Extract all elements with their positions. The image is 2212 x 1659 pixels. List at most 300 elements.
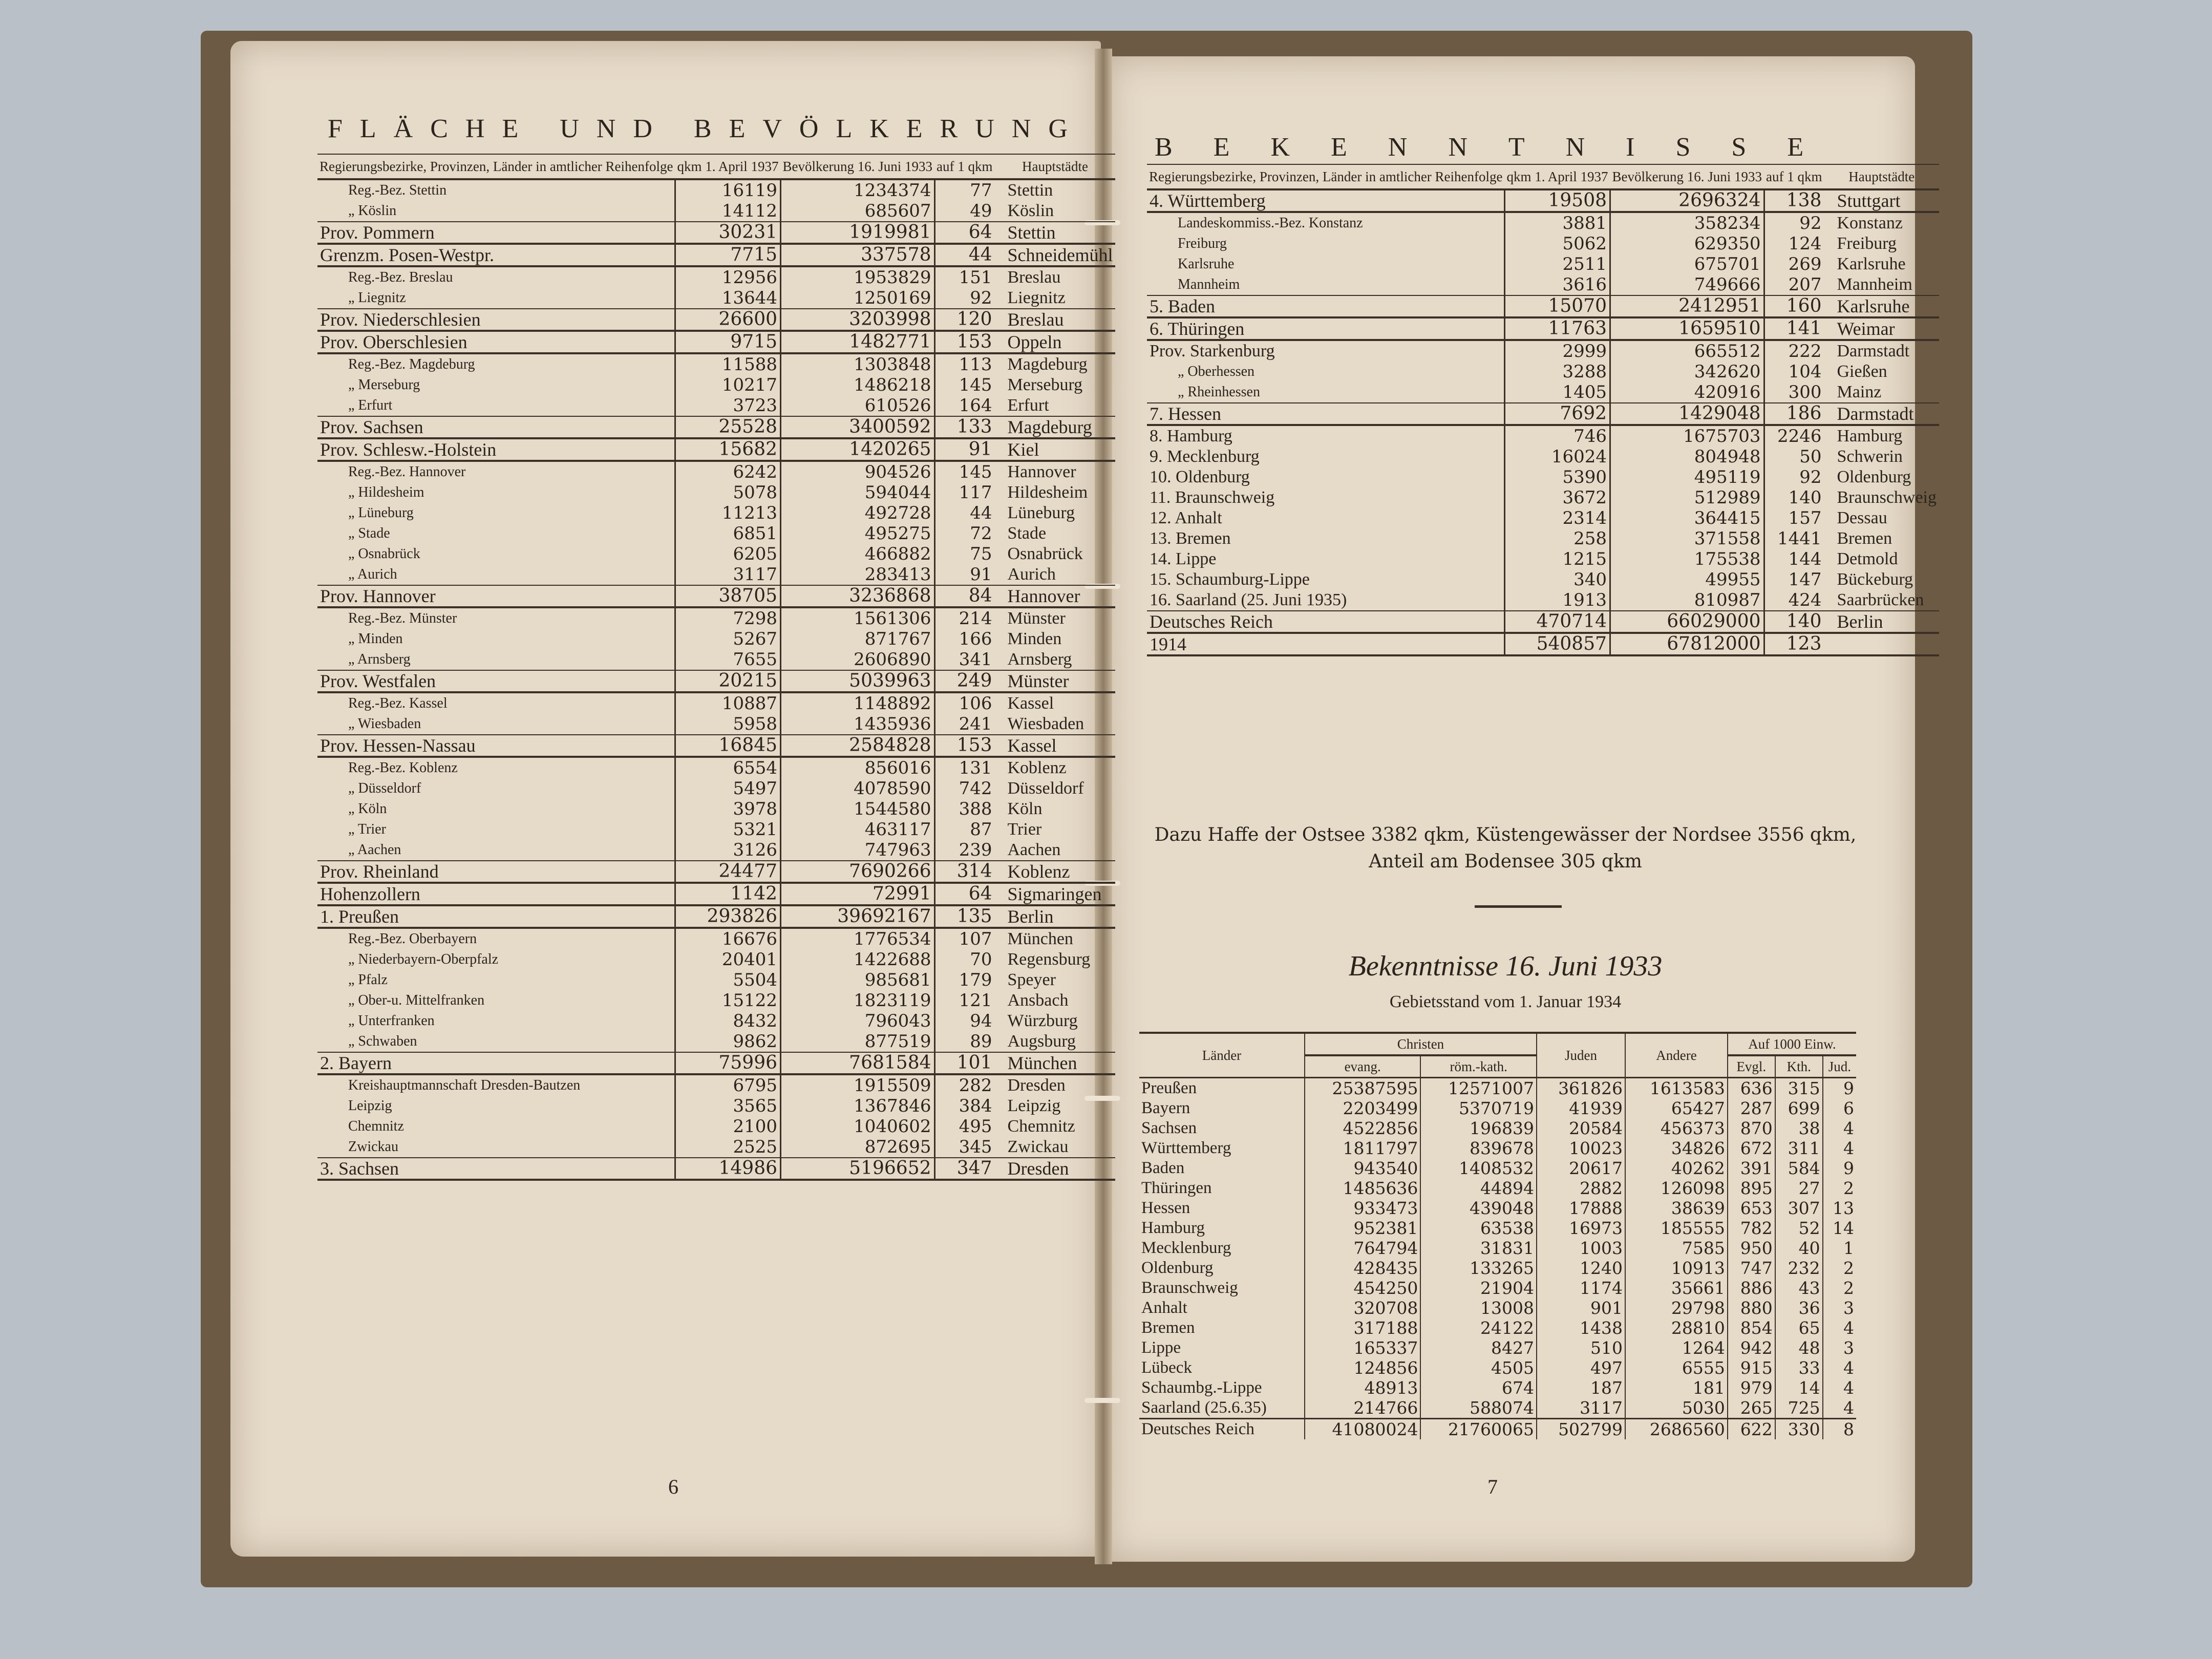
cell-population: 371558 xyxy=(1610,528,1764,549)
cell-name: Reg.-Bez. Hannover xyxy=(317,461,675,482)
cell-capital: Augsburg xyxy=(1007,1032,1076,1051)
cell-density: 113 xyxy=(934,353,994,375)
cell-qkm: 16119 xyxy=(675,179,781,201)
cell-evang: 214766 xyxy=(1305,1398,1421,1419)
cell-evang: 48913 xyxy=(1305,1378,1421,1398)
cell-density: 241 xyxy=(934,714,994,735)
cell-capital: Stettin xyxy=(995,222,1116,244)
cell-name: „ Unterfranken xyxy=(317,1011,675,1031)
cell-density: 87 xyxy=(934,819,994,840)
cell-evgl: 782 xyxy=(1728,1218,1775,1238)
cell-name: 1914 xyxy=(1147,633,1505,655)
cell-capital: Magdeburg xyxy=(995,416,1116,438)
table-row xyxy=(1147,590,1939,611)
cell-juden: 16973 xyxy=(1537,1218,1625,1238)
table-row xyxy=(317,905,1115,928)
cell-name: Deutsches Reich xyxy=(1147,611,1505,633)
cell-qkm: 16024 xyxy=(1505,446,1610,467)
cell-qkm: 3565 xyxy=(675,1096,781,1116)
cell-capital: Karlsruhe xyxy=(1837,254,1906,273)
cell-capital xyxy=(1824,633,1940,655)
cell-roem: 133265 xyxy=(1420,1258,1537,1278)
cell-qkm: 3288 xyxy=(1505,361,1610,382)
cell-andere: 40262 xyxy=(1625,1158,1728,1178)
col-header-capital: Hauptstädte xyxy=(995,154,1116,179)
cell-population: 877519 xyxy=(781,1031,934,1052)
cell-jud: 1 xyxy=(1823,1238,1856,1258)
col-header-density: auf 1 qkm xyxy=(1764,164,1824,189)
cell-capital: Regensburg xyxy=(1007,950,1091,969)
cell-population: 747963 xyxy=(781,840,934,861)
cell-jud: 6 xyxy=(1823,1098,1856,1118)
col-header-christen: Christen xyxy=(1305,1033,1537,1055)
cell-density: 141 xyxy=(1764,317,1824,340)
cell-roem: 439048 xyxy=(1420,1198,1537,1218)
cell-qkm: 1215 xyxy=(1505,549,1610,569)
cell-name: Prov. Pommern xyxy=(317,222,675,244)
cell-land: Anhalt xyxy=(1141,1299,1187,1317)
cell-capital: Breslau xyxy=(995,309,1116,331)
cell-name: „ Merseburg xyxy=(317,375,675,395)
cell-qkm: 3126 xyxy=(675,840,781,861)
table-row xyxy=(317,883,1115,905)
cell-capital: Berlin xyxy=(1824,611,1940,633)
cell-name: „ Oberhessen xyxy=(1147,361,1505,382)
cell-qkm: 2525 xyxy=(675,1137,781,1158)
cell-kth: 311 xyxy=(1775,1138,1823,1158)
table-row xyxy=(317,757,1115,778)
cell-name: „ Hildesheim xyxy=(317,482,675,503)
cell-density: 107 xyxy=(934,928,994,949)
cell-population: 1823119 xyxy=(781,990,934,1011)
cell-name: Prov. Oberschlesien xyxy=(317,331,675,353)
table-row xyxy=(1147,189,1939,212)
table-row xyxy=(317,692,1115,714)
cell-qkm: 7298 xyxy=(675,607,781,629)
col-header-kth: Kth. xyxy=(1775,1055,1823,1078)
cell-density: 77 xyxy=(934,179,994,201)
cell-population: 1303848 xyxy=(781,353,934,375)
table-row xyxy=(1147,295,1939,317)
col-header-qkm: qkm 1. April 1937 xyxy=(675,154,781,179)
cell-population: 1040602 xyxy=(781,1116,934,1137)
cell-juden: 20617 xyxy=(1537,1158,1625,1178)
table-row xyxy=(317,266,1115,288)
cell-qkm: 5390 xyxy=(1505,467,1610,487)
cell-name: 5. Baden xyxy=(1147,295,1505,317)
cell-qkm: 1142 xyxy=(675,883,781,905)
cell-capital: Konstanz xyxy=(1837,214,1903,232)
cell-name: „ Osnabrück xyxy=(317,544,675,564)
cell-qkm: 25528 xyxy=(675,416,781,438)
cell-name: Reg.-Bez. Kassel xyxy=(317,692,675,714)
cell-capital: Chemnitz xyxy=(1007,1117,1075,1136)
cell-population: 810987 xyxy=(1610,590,1764,611)
cell-andere: 2686560 xyxy=(1625,1419,1728,1440)
cell-population: 2412951 xyxy=(1610,295,1764,317)
cell-name: „ Aurich xyxy=(317,564,675,585)
cell-capital: Dresden xyxy=(1007,1076,1066,1095)
cell-evgl: 886 xyxy=(1728,1278,1775,1298)
cell-qkm: 16845 xyxy=(675,735,781,757)
cell-population: 2606890 xyxy=(781,649,934,670)
table-row xyxy=(317,503,1115,523)
cell-qkm: 14112 xyxy=(675,201,781,222)
cell-density: 347 xyxy=(934,1158,994,1180)
cell-name: „ Rheinhessen xyxy=(1147,382,1505,403)
table-row xyxy=(317,461,1115,482)
cell-capital: Würzburg xyxy=(1007,1011,1078,1030)
cell-capital: Schneidemühl xyxy=(995,244,1116,266)
cell-land: Preußen xyxy=(1141,1079,1197,1097)
cell-name: Prov. Hannover xyxy=(317,585,675,607)
area-population-table xyxy=(317,154,1115,1181)
cell-capital: Münster xyxy=(995,670,1116,692)
cell-capital: München xyxy=(1007,929,1073,948)
cell-name: Prov. Niederschlesien xyxy=(317,309,675,331)
table-row xyxy=(317,840,1115,861)
cell-density: 91 xyxy=(934,438,994,461)
cell-kth: 27 xyxy=(1775,1178,1823,1198)
col-header-population: Bevölkerung 16. Juni 1933 xyxy=(1610,164,1764,189)
cell-andere: 126098 xyxy=(1625,1178,1728,1198)
page-number-left: 6 xyxy=(668,1475,678,1498)
table-row xyxy=(1139,1098,1856,1118)
cell-qkm: 15682 xyxy=(675,438,781,461)
cell-name: „ Ober-u. Mittelfranken xyxy=(317,990,675,1011)
cell-qkm: 6795 xyxy=(675,1074,781,1096)
cell-population: 1422688 xyxy=(781,949,934,970)
cell-jud: 4 xyxy=(1823,1138,1856,1158)
cell-density: 388 xyxy=(934,799,994,819)
cell-evgl: 287 xyxy=(1728,1098,1775,1118)
cell-name: „ Stade xyxy=(317,523,675,544)
cell-density: 138 xyxy=(1764,189,1824,212)
table-row xyxy=(317,309,1115,331)
cell-capital: Breslau xyxy=(1007,268,1061,287)
table-row xyxy=(1139,1178,1856,1198)
cell-capital: Düsseldorf xyxy=(1007,779,1084,798)
cell-name: Landeskommiss.-Bez. Konstanz xyxy=(1147,212,1505,233)
table-row xyxy=(1147,403,1939,425)
cell-roem: 1408532 xyxy=(1420,1158,1537,1178)
cell-roem: 44894 xyxy=(1420,1178,1537,1198)
cell-capital: Leipzig xyxy=(1007,1096,1061,1115)
cell-name: Leipzig xyxy=(317,1096,675,1116)
cell-juden: 17888 xyxy=(1537,1198,1625,1218)
cell-jud: 4 xyxy=(1823,1358,1856,1378)
cell-capital: Magdeburg xyxy=(1007,355,1088,374)
note-line: Anteil am Bodensee 305 qkm xyxy=(1369,851,1642,872)
cell-name: Reg.-Bez. Breslau xyxy=(317,266,675,288)
cell-name: Prov. Sachsen xyxy=(317,416,675,438)
cell-qkm: 26600 xyxy=(675,309,781,331)
table-row xyxy=(1139,1158,1856,1178)
cell-name: Prov. Rheinland xyxy=(317,861,675,883)
cell-population: 796043 xyxy=(781,1011,934,1031)
cell-capital: Hamburg xyxy=(1837,427,1903,445)
cell-capital: Mannheim xyxy=(1837,275,1912,294)
table-row xyxy=(317,222,1115,244)
cell-jud: 4 xyxy=(1823,1398,1856,1419)
cell-kth: 36 xyxy=(1775,1298,1823,1318)
table-row xyxy=(317,585,1115,607)
cell-capital: Köslin xyxy=(1007,201,1054,220)
cell-name: Prov. Schlesw.-Holstein xyxy=(317,438,675,461)
table-row xyxy=(317,482,1115,503)
cell-capital: Dessau xyxy=(1837,508,1887,527)
cell-capital: Koblenz xyxy=(995,861,1116,883)
cell-name: Zwickau xyxy=(317,1137,675,1158)
cell-jud: 14 xyxy=(1823,1218,1856,1238)
cell-density: 121 xyxy=(934,990,994,1011)
cell-population: 1367846 xyxy=(781,1096,934,1116)
cell-density: 106 xyxy=(934,692,994,714)
table-row xyxy=(317,1052,1115,1074)
table-row xyxy=(1147,467,1939,487)
cell-qkm: 5958 xyxy=(675,714,781,735)
cell-qkm: 746 xyxy=(1505,425,1610,446)
cell-density: 92 xyxy=(1764,467,1824,487)
cell-capital: Hildesheim xyxy=(1007,483,1088,502)
cell-name: Reg.-Bez. Stettin xyxy=(317,179,675,201)
cell-evang: 952381 xyxy=(1305,1218,1421,1238)
col-header-qkm: qkm 1. April 1937 xyxy=(1505,164,1610,189)
cell-qkm: 340 xyxy=(1505,569,1610,590)
col-header-laender: Länder xyxy=(1139,1033,1305,1078)
cell-capital: Osnabrück xyxy=(1007,544,1083,563)
table-row xyxy=(1139,1338,1856,1358)
cell-land: Hamburg xyxy=(1141,1219,1205,1237)
cell-density: 153 xyxy=(934,735,994,757)
cell-name: Mannheim xyxy=(1147,274,1505,295)
left-page-title: FLÄCHE UND BEVÖLKERUNG xyxy=(328,114,1085,143)
cell-andere: 456373 xyxy=(1625,1118,1728,1138)
cell-evgl: 622 xyxy=(1728,1419,1775,1440)
table-row xyxy=(1147,340,1939,361)
table-row xyxy=(1147,317,1939,340)
cell-qkm: 7692 xyxy=(1505,403,1610,425)
cell-density: 140 xyxy=(1764,487,1824,508)
cell-population: 1953829 xyxy=(781,266,934,288)
cell-density: 345 xyxy=(934,1137,994,1158)
cell-density: 495 xyxy=(934,1116,994,1137)
cell-density: 104 xyxy=(1764,361,1824,382)
cell-jud: 2 xyxy=(1823,1258,1856,1278)
table-row xyxy=(317,649,1115,670)
cell-kth: 315 xyxy=(1775,1078,1823,1099)
cell-density: 44 xyxy=(934,503,994,523)
cell-name: „ Lüneburg xyxy=(317,503,675,523)
col-header-jud: Jud. xyxy=(1823,1055,1856,1078)
cell-qkm: 20215 xyxy=(675,670,781,692)
cell-capital: Oldenburg xyxy=(1837,467,1911,486)
cell-name: 7. Hessen xyxy=(1147,403,1505,425)
cell-capital: Arnsberg xyxy=(1007,650,1072,669)
cell-roem: 4505 xyxy=(1420,1358,1537,1378)
cell-density: 145 xyxy=(934,375,994,395)
table-row xyxy=(1139,1198,1856,1218)
cell-qkm: 19508 xyxy=(1505,189,1610,212)
area-population-table-continued xyxy=(1147,164,1939,656)
cell-name: „ Wiesbaden xyxy=(317,714,675,735)
cell-evgl: 950 xyxy=(1728,1238,1775,1258)
table-row xyxy=(1139,1358,1856,1378)
cell-density: 92 xyxy=(934,288,994,309)
cell-evgl: 265 xyxy=(1728,1398,1775,1419)
cell-evgl: 391 xyxy=(1728,1158,1775,1178)
cell-name: „ Niederbayern-Oberpfalz xyxy=(317,949,675,970)
cell-andere: 6555 xyxy=(1625,1358,1728,1378)
cell-roem: 21904 xyxy=(1420,1278,1537,1298)
cell-name: 8. Hamburg xyxy=(1147,425,1505,446)
table-row xyxy=(317,564,1115,585)
cell-density: 94 xyxy=(934,1011,994,1031)
table-row xyxy=(317,778,1115,799)
cell-density: 92 xyxy=(1764,212,1824,233)
cell-qkm: 7655 xyxy=(675,649,781,670)
cell-capital: Braunschweig xyxy=(1837,488,1937,507)
cell-jud: 2 xyxy=(1823,1178,1856,1198)
cell-population: 1486218 xyxy=(781,375,934,395)
cell-roem: 31831 xyxy=(1420,1238,1537,1258)
cell-population: 283413 xyxy=(781,564,934,585)
cell-capital: Münster xyxy=(1007,609,1066,628)
cell-population: 610526 xyxy=(781,395,934,416)
table-row xyxy=(317,288,1115,309)
cell-name: 4. Württemberg xyxy=(1147,189,1505,212)
table-row xyxy=(317,544,1115,564)
cell-capital: Lüneburg xyxy=(1007,503,1075,522)
cell-juden: 2882 xyxy=(1537,1178,1625,1198)
table-row xyxy=(1139,1238,1856,1258)
binding-stitch xyxy=(1084,1398,1120,1403)
cell-evang: 41080024 xyxy=(1305,1419,1421,1440)
cell-population: 2696324 xyxy=(1610,189,1764,212)
cell-density: 117 xyxy=(934,482,994,503)
cell-population: 3236868 xyxy=(781,585,934,607)
cell-qkm: 11213 xyxy=(675,503,781,523)
religion-table-subtitle: Gebietsstand vom 1. Januar 1934 xyxy=(1389,992,1622,1011)
cell-population: 904526 xyxy=(781,461,934,482)
cell-name: „ Erfurt xyxy=(317,395,675,416)
cell-qkm: 30231 xyxy=(675,222,781,244)
cell-qkm: 38705 xyxy=(675,585,781,607)
table-row xyxy=(317,949,1115,970)
cell-juden: 10023 xyxy=(1537,1138,1625,1158)
cell-evang: 428435 xyxy=(1305,1258,1421,1278)
cell-qkm: 6205 xyxy=(675,544,781,564)
cell-name: 2. Bayern xyxy=(317,1052,675,1074)
table-row xyxy=(317,990,1115,1011)
cell-population: 49955 xyxy=(1610,569,1764,590)
cell-name: 16. Saarland (25. Juni 1935) xyxy=(1147,590,1505,611)
cell-capital: Zwickau xyxy=(1007,1137,1069,1156)
cell-capital: Stade xyxy=(1007,524,1047,543)
cell-population: 1659510 xyxy=(1610,317,1764,340)
col-header-region: Regierungsbezirke, Provinzen, Länder in amtlicher Reihenfolge xyxy=(317,154,675,179)
cell-population: 804948 xyxy=(1610,446,1764,467)
cell-jud: 3 xyxy=(1823,1338,1856,1358)
cell-juden: 502799 xyxy=(1537,1419,1625,1440)
cell-kth: 584 xyxy=(1775,1158,1823,1178)
cell-kth: 699 xyxy=(1775,1098,1823,1118)
cell-roem: 839678 xyxy=(1420,1138,1537,1158)
divider-rule xyxy=(1475,905,1562,908)
cell-land: Württemberg xyxy=(1141,1139,1231,1157)
cell-density: 133 xyxy=(934,416,994,438)
cell-name: „ Köln xyxy=(317,799,675,819)
cell-roem: 63538 xyxy=(1420,1218,1537,1238)
cell-qkm: 15122 xyxy=(675,990,781,1011)
cell-andere: 34826 xyxy=(1625,1138,1728,1158)
cell-population: 7690266 xyxy=(781,861,934,883)
cell-density: 207 xyxy=(1764,274,1824,295)
cell-qkm: 3117 xyxy=(675,564,781,585)
table-row xyxy=(1139,1258,1856,1278)
cell-capital: Merseburg xyxy=(1007,375,1083,394)
col-header-juden: Juden xyxy=(1537,1033,1625,1078)
cell-qkm: 6242 xyxy=(675,461,781,482)
cell-population: 1148892 xyxy=(781,692,934,714)
cell-capital: Stuttgart xyxy=(1824,189,1940,212)
cell-population: 512989 xyxy=(1610,487,1764,508)
cell-land: Saarland (25.6.35) xyxy=(1141,1398,1267,1417)
cell-density: 124 xyxy=(1764,233,1824,254)
cell-population: 67812000 xyxy=(1610,633,1764,655)
cell-roem: 13008 xyxy=(1420,1298,1537,1318)
cell-capital: Sigmaringen xyxy=(995,883,1116,905)
cell-name: Prov. Hessen-Nassau xyxy=(317,735,675,757)
cell-juden: 361826 xyxy=(1537,1078,1625,1099)
cell-density: 222 xyxy=(1764,340,1824,361)
cell-andere: 29798 xyxy=(1625,1298,1728,1318)
cell-juden: 3117 xyxy=(1537,1398,1625,1419)
cell-population: 463117 xyxy=(781,819,934,840)
cell-qkm: 12956 xyxy=(675,266,781,288)
table-row xyxy=(1147,233,1939,254)
cell-density: 239 xyxy=(934,840,994,861)
cell-qkm: 8432 xyxy=(675,1011,781,1031)
cell-evang: 124856 xyxy=(1305,1358,1421,1378)
cell-evgl: 942 xyxy=(1728,1338,1775,1358)
cell-roem: 196839 xyxy=(1420,1118,1537,1138)
cell-density: 131 xyxy=(934,757,994,778)
cell-capital: Kiel xyxy=(995,438,1116,461)
cell-roem: 21760065 xyxy=(1420,1419,1537,1440)
cell-name: Reg.-Bez. Magdeburg xyxy=(317,353,675,375)
cell-name: 3. Sachsen xyxy=(317,1158,675,1180)
cell-population: 749666 xyxy=(1610,274,1764,295)
cell-qkm: 3616 xyxy=(1505,274,1610,295)
cell-kth: 38 xyxy=(1775,1118,1823,1138)
cell-name: Reg.-Bez. Koblenz xyxy=(317,757,675,778)
table-row xyxy=(317,714,1115,735)
table-row xyxy=(1139,1218,1856,1238)
cell-andere: 28810 xyxy=(1625,1318,1728,1338)
col-header-region: Regierungsbezirke, Provinzen, Länder in amtlicher Reihenfolge xyxy=(1147,164,1505,189)
cell-capital: Liegnitz xyxy=(1007,288,1066,307)
table-row xyxy=(317,819,1115,840)
table-row xyxy=(1147,382,1939,403)
cell-density: 341 xyxy=(934,649,994,670)
cell-population: 1420265 xyxy=(781,438,934,461)
cell-qkm: 293826 xyxy=(675,905,781,928)
cell-juden: 187 xyxy=(1537,1378,1625,1398)
cell-jud: 9 xyxy=(1823,1078,1856,1099)
cell-density: 49 xyxy=(934,201,994,222)
cell-kth: 725 xyxy=(1775,1398,1823,1419)
